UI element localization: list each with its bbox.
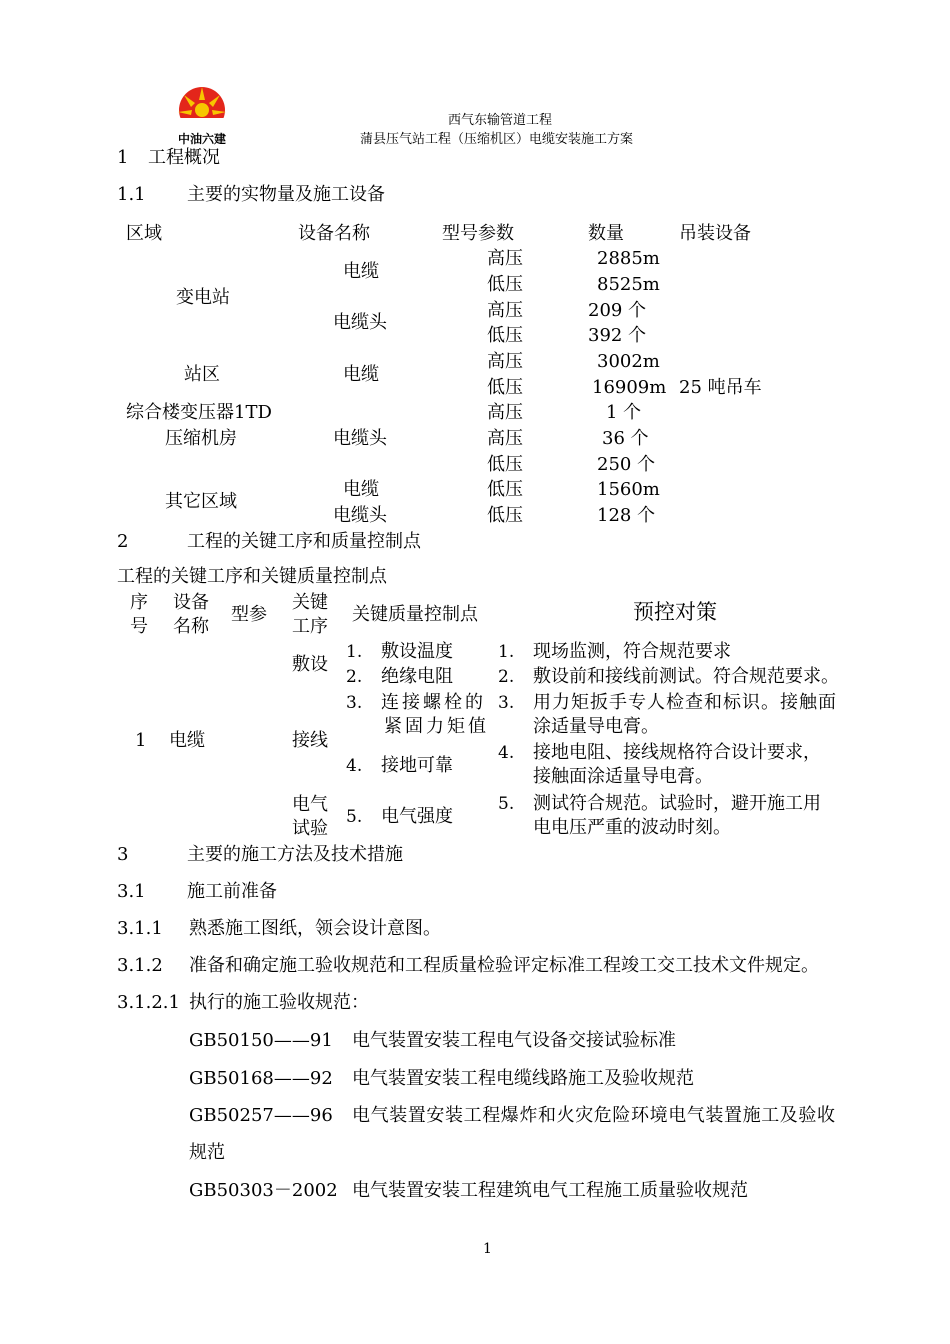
control-point-number: 4. (346, 756, 363, 776)
control-point-text: 电气强度 (381, 806, 453, 827)
table-cell-model: 低压 (487, 325, 523, 346)
table-cell-crane: 25 吨吊车 (679, 377, 762, 398)
table-cell-quantity: 36 个 (602, 428, 649, 449)
measure-text: 电电压严重的波动时刻。 (533, 817, 731, 838)
standard-name: 电气装置安装工程建筑电气工程施工质量验收规范 (352, 1180, 748, 1201)
table-cell-model: 低压 (487, 479, 523, 500)
measure-text: 用力矩扳手专人检查和标识。接触面 (533, 692, 837, 713)
table-cell-model: 低压 (487, 274, 523, 295)
table-cell-area: 综合楼变压器1TD (126, 402, 272, 423)
table-cell-equipment: 电缆 (343, 479, 379, 500)
standard-code: GB50257——96 (189, 1105, 333, 1126)
table-header: 名称 (173, 616, 209, 637)
section-number: 1.1 (117, 184, 146, 205)
table-header: 区域 (126, 223, 162, 244)
section-title: 主要的施工方法及技术措施 (187, 844, 403, 865)
table-cell-quantity: 1560m (597, 479, 660, 500)
table-cell-quantity: 392 个 (588, 325, 647, 346)
table-cell-model: 低压 (487, 505, 523, 526)
page-number: 1 (483, 1241, 492, 1257)
section-number: 1 (117, 147, 129, 168)
section-title: 主要的实物量及施工设备 (187, 184, 385, 205)
table-cell-seq: 1 (135, 730, 147, 751)
section-number: 3.1.2.1 (117, 992, 180, 1013)
section-title: 工程的关键工序和质量控制点 (187, 531, 421, 552)
table-cell-model: 高压 (487, 248, 523, 269)
table-header: 关键质量控制点 (352, 604, 478, 625)
table-header: 型参 (231, 604, 267, 625)
table-cell-equipment: 电缆 (343, 261, 379, 282)
table-cell-model: 高压 (487, 351, 523, 372)
table-cell-quantity: 1 个 (606, 402, 642, 423)
table-cell-process: 电气 (292, 794, 328, 815)
section-title: 执行的施工验收规范： (189, 992, 369, 1013)
table-cell-model: 高压 (487, 300, 523, 321)
table-header: 吊装设备 (679, 223, 751, 244)
section-title: 熟悉施工图纸，领会设计意图。 (189, 918, 441, 939)
table-cell-model: 高压 (487, 402, 523, 423)
table-cell-equipment: 电缆头 (333, 428, 387, 449)
table-cell-quantity: 3002m (597, 351, 660, 372)
table-header: 工序 (292, 616, 328, 637)
header-project-title: 西气东输管道工程 (448, 113, 553, 128)
company-logo (170, 82, 234, 148)
table-header: 号 (130, 616, 148, 637)
table-cell-quantity: 16909m (592, 377, 667, 398)
standard-code: GB50168——92 (189, 1068, 333, 1089)
section-title: 工程概况 (148, 147, 220, 168)
section-number: 3.1.1 (117, 918, 163, 939)
standard-code: GB50150——91 (189, 1030, 333, 1051)
table-cell-quantity: 209 个 (588, 300, 647, 321)
logo-text: 中油六建 (177, 132, 226, 146)
table-header: 预控对策 (633, 600, 717, 624)
table-cell-process: 敷设 (292, 654, 328, 675)
measure-number: 1. (498, 642, 515, 662)
table-cell-quantity: 8525m (597, 274, 660, 295)
control-point-text: 连接螺栓的 (381, 692, 486, 713)
table-header: 设备 (173, 592, 209, 613)
table-header: 型号参数 (442, 223, 514, 244)
section-number: 2 (117, 531, 129, 552)
table-header: 关键 (292, 592, 328, 613)
table-cell-area: 其它区域 (165, 491, 237, 512)
table-cell-model: 低压 (487, 454, 523, 475)
table-cell-equipment: 电缆 (343, 364, 379, 385)
table-cell-quantity: 250 个 (597, 454, 656, 475)
control-point-number: 5. (346, 807, 363, 827)
table-cell-area: 变电站 (176, 287, 230, 308)
section-number: 3 (117, 844, 129, 865)
measure-number: 5. (498, 794, 515, 814)
section-number: 3.1.2 (117, 955, 163, 976)
table-cell-quantity: 2885m (597, 248, 660, 269)
table-header: 设备名称 (298, 223, 370, 244)
table-cell-area: 站区 (184, 364, 220, 385)
table-cell-equipment: 电缆头 (333, 312, 387, 333)
control-point-number: 1. (346, 642, 363, 662)
table-cell-device: 电缆 (169, 730, 205, 751)
measure-number: 2. (498, 667, 515, 687)
control-point-number: 3. (346, 693, 363, 713)
table-cell-process: 接线 (292, 730, 328, 751)
measure-text: 涂适量导电膏。 (533, 716, 659, 737)
measure-text: 现场监测，符合规范要求 (533, 641, 731, 662)
section-title: 准备和确定施工验收规范和工程质量检验评定标准工程竣工交工技术文件规定。 (189, 955, 819, 976)
standard-name: 电气装置安装工程爆炸和火灾危险环境电气装置施工及验收 (352, 1105, 836, 1126)
control-point-number: 2. (346, 667, 363, 687)
measure-text: 测试符合规范。试验时，避开施工用 (533, 793, 821, 814)
table-cell-equipment: 电缆头 (333, 505, 387, 526)
table-cell-process: 试验 (292, 818, 328, 839)
standard-name: 电气装置安装工程电缆线路施工及验收规范 (352, 1068, 694, 1089)
standard-name-continued: 规范 (189, 1142, 225, 1163)
measure-number: 3. (498, 693, 515, 713)
measure-text: 敷设前和接线前测试。符合规范要求。 (533, 666, 839, 687)
header-doc-title: 蒲县压气站工程（压缩机区）电缆安装施工方案 (360, 132, 634, 147)
measure-text: 接地电阻、接线规格符合设计要求， (533, 742, 821, 763)
control-point-text: 紧固力矩值 (384, 716, 489, 737)
table-header: 序 (130, 592, 148, 613)
measure-number: 4. (498, 743, 515, 763)
table-cell-area: 压缩机房 (165, 428, 237, 449)
logo-emblem-icon (170, 82, 234, 134)
standard-code: GB50303－2002 (189, 1180, 338, 1201)
section-title: 施工前准备 (187, 881, 277, 902)
section-number: 3.1 (117, 881, 146, 902)
table-header: 数量 (588, 223, 624, 244)
table-caption: 工程的关键工序和关键质量控制点 (117, 566, 387, 587)
table-cell-quantity: 128 个 (597, 505, 656, 526)
control-point-text: 绝缘电阻 (381, 666, 453, 687)
table-cell-model: 高压 (487, 428, 523, 449)
control-point-text: 接地可靠 (381, 755, 453, 776)
measure-text: 接触面涂适量导电膏。 (533, 766, 713, 787)
standard-name: 电气装置安装工程电气设备交接试验标准 (352, 1030, 676, 1051)
table-cell-model: 低压 (487, 377, 523, 398)
control-point-text: 敷设温度 (381, 641, 453, 662)
